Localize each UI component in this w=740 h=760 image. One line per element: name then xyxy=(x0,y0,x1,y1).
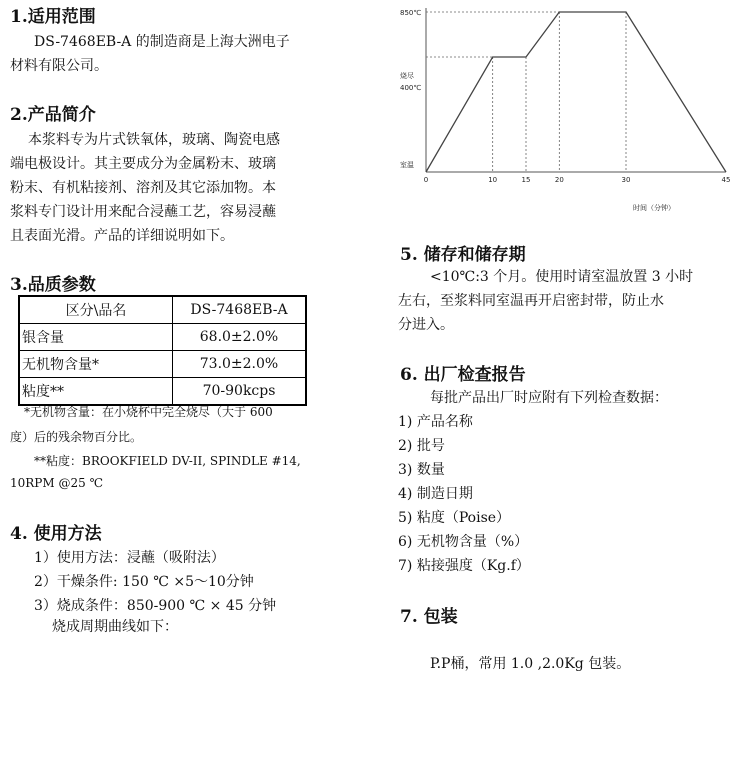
section-5-line-1: <10℃:3 个月。使用时请室温放置 3 小时 xyxy=(430,269,694,285)
section-6-title: 6. 出厂检查报告 xyxy=(400,365,526,385)
table-cell: 70-90kcps xyxy=(173,378,307,406)
section-5-title: 5. 储存和储存期 xyxy=(400,245,526,265)
table-row xyxy=(19,351,306,378)
section-1-line-1: DS-7468EB-A 的制造商是上海大洲电子 xyxy=(34,34,290,50)
quality-table xyxy=(18,295,307,406)
list-item: 3) 数量 xyxy=(398,462,445,478)
x-tick-label: 20 xyxy=(554,176,564,184)
table-cell: 68.0±2.0% xyxy=(173,324,307,351)
section-4-title: 4. 使用方法 xyxy=(10,524,102,544)
x-tick-label: 30 xyxy=(621,176,631,184)
section-5-line-3: 分进入。 xyxy=(398,317,454,333)
section-7-title: 7. 包装 xyxy=(400,607,458,627)
table-row xyxy=(19,378,306,406)
series-line xyxy=(426,12,726,172)
chart-x-axis-label: 时间（分钟） xyxy=(633,204,675,212)
firing-profile-chart xyxy=(396,0,740,220)
list-item: 6) 无机物含量（%） xyxy=(398,534,529,550)
note-1-line-1: *无机物含量：在小烧杯中完全烧尽（大于 600 xyxy=(24,405,273,419)
chart-y-labels xyxy=(400,9,421,169)
section-2-line-5: 且表面光滑。产品的详细说明如下。 xyxy=(10,228,234,244)
y-label: 850℃ xyxy=(400,9,422,17)
x-tick-label: 45 xyxy=(721,176,731,184)
y-label: 400℃ xyxy=(400,84,422,92)
section-5-line-2: 左右，至浆料同室温再开启密封带，防止水 xyxy=(398,293,664,309)
section-2-line-2: 端电极设计。其主要成分为金属粉末、玻璃 xyxy=(10,156,276,172)
x-tick-label: 15 xyxy=(521,176,531,184)
y-label: 室温 xyxy=(400,161,414,169)
note-2-line-1: **粘度：BROOKFIELD DV-II, SPINDLE #14, xyxy=(34,454,301,468)
table-cell: 粘度** xyxy=(19,378,173,406)
note-2-line-2: 10RPM @25 ℃ xyxy=(10,476,103,490)
table-row xyxy=(19,296,306,324)
table-cell: 73.0±2.0% xyxy=(173,351,307,378)
table-header-cell: DS-7468EB-A xyxy=(173,296,307,324)
section-7-text: P.P桶，常用 1.0 ,2.0Kg 包装。 xyxy=(430,656,631,672)
x-tick-label: 10 xyxy=(488,176,498,184)
y-label: 烧尽 xyxy=(400,72,414,80)
section-4-line-4: 烧成周期曲线如下： xyxy=(52,619,178,635)
section-1-line-2: 材料有限公司。 xyxy=(10,58,108,74)
table-header-cell: 区分\品名 xyxy=(19,296,173,324)
table-cell: 无机物含量* xyxy=(19,351,173,378)
section-4-line-2: 2）干燥条件: 150 ℃ ×5～10分钟 xyxy=(34,574,254,590)
table-cell: 银含量 xyxy=(19,324,173,351)
list-item: 7) 粘接强度（Kg.f） xyxy=(398,558,530,574)
list-item: 4) 制造日期 xyxy=(398,486,473,502)
note-1-line-2: 度）后的残余物百分比。 xyxy=(10,430,143,444)
section-4-line-3: 3）烧成条件：850-900 ℃ × 45 分钟 xyxy=(34,598,277,614)
chart-axes xyxy=(426,8,726,172)
table-row xyxy=(19,324,306,351)
section-2-title: 2.产品简介 xyxy=(10,105,96,125)
chart-series xyxy=(426,12,726,172)
chart-x-ticks xyxy=(424,176,731,184)
section-2-line-1: 本浆料专为片式铁氧体，玻璃、陶瓷电感 xyxy=(28,132,280,148)
list-item: 2) 批号 xyxy=(398,438,445,454)
section-2-line-3: 粉末、有机粘接剂、溶剂及其它添加物。本 xyxy=(10,180,276,196)
section-2-line-4: 浆料专门设计用来配合浸蘸工艺，容易浸蘸 xyxy=(10,204,276,220)
list-item: 5) 粘度（Poise） xyxy=(398,510,511,526)
x-tick-label: 0 xyxy=(423,176,429,184)
section-3-title: 3.品质参数 xyxy=(10,275,96,295)
section-6-intro: 每批产品出厂时应附有下列检查数据： xyxy=(430,390,668,406)
section-1-title: 1.适用范围 xyxy=(10,7,96,27)
section-4-line-1: 1）使用方法：浸蘸（吸附法） xyxy=(34,550,225,566)
list-item: 1) 产品名称 xyxy=(398,414,473,430)
chart-guides xyxy=(426,12,626,172)
